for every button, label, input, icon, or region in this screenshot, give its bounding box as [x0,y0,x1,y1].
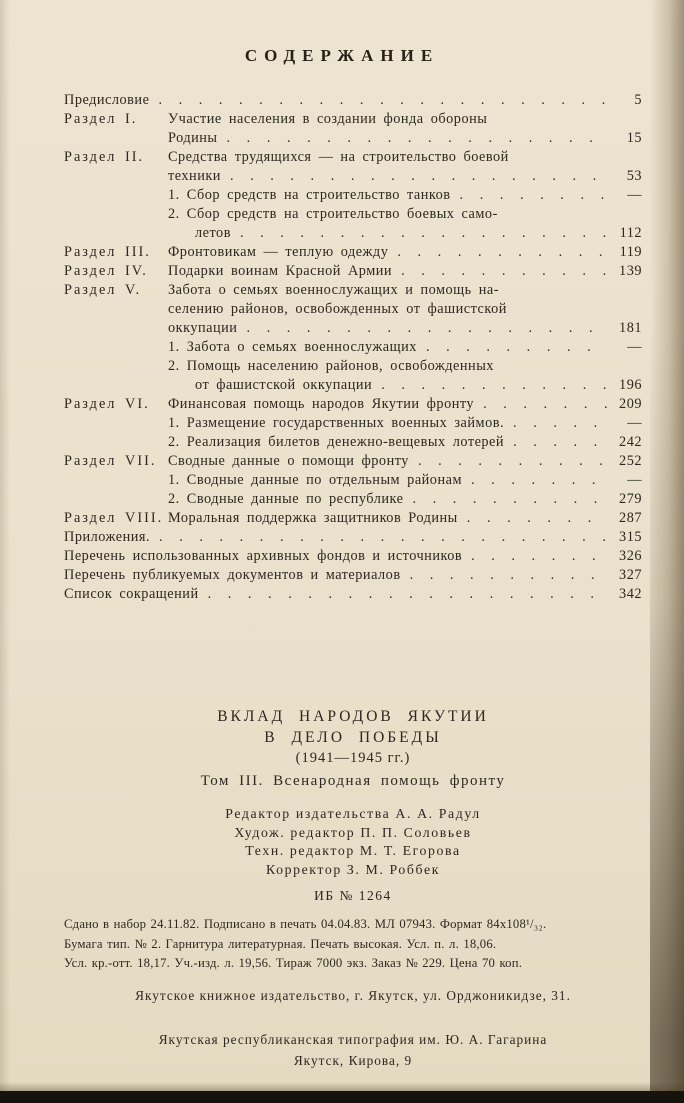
toc-entry [64,452,642,471]
toc-page-number: — [627,415,642,431]
toc-entry [64,243,642,262]
dot-leader [208,585,607,604]
toc-entry-body [64,91,642,110]
toc-text-line: Подарки воинам Красной Армии [168,263,393,279]
toc-page-number: 112 [619,225,642,241]
toc-entry-body [168,433,642,452]
toc-text-line: Участие населения в создании фонда обороны [168,111,488,127]
toc-entry [64,433,642,452]
toc-section-label: Раздел VII. [64,453,157,469]
book-title-years: (1941—1945 гг.) [295,750,411,766]
printer-name: Якутская республиканская типография им. Ю. А. Гагарина [158,1031,548,1047]
toc-entry-body [168,338,642,357]
toc-entry-body [168,148,642,186]
toc-text-line: 2. Реализация билетов денежно-вещевых лотерей [168,434,505,450]
editorial-staff [64,805,642,879]
toc-text-line: Моральная поддержка защитников Родины [168,510,458,526]
toc-page-number: 181 [619,320,642,336]
scan-bottom-edge [0,1091,684,1103]
toc-last-line [168,243,642,262]
toc-entry [64,148,642,186]
toc-last-line [168,167,642,186]
book-title-line-1: ВКЛАД НАРОДОВ ЯКУТИИ [217,708,489,725]
toc-page-number: 196 [619,377,642,393]
toc-text-line: 1. Сбор средств на строительство танков [168,187,451,203]
toc-entry-body [168,490,642,509]
staff-tech-editor: Техн. редактор М. Т. Егорова [245,843,461,858]
toc-entry-body [168,110,642,148]
toc-entry [64,547,642,566]
toc-page-number: 327 [619,567,642,583]
toc-text-line: селению районов, освобожденных от фашистской [168,301,507,317]
toc-text-line: 2. Сводные данные по республике [168,491,404,507]
toc-section-label: Раздел I. [64,111,138,127]
dot-leader [158,91,607,110]
toc-page-number: 252 [619,453,642,469]
toc-last-line [168,338,642,357]
toc-entry-body [168,471,642,490]
imprint-line-3: Усл. кр.-отт. 18,17. Уч.-изд. л. 19,56. Тираж 7000 экз. Заказ № 229. Цена 70 коп. [64,956,523,970]
toc-text-line: Перечень использованных архивных фондов и источников [64,548,463,564]
toc-entry [64,357,642,395]
toc-text-line: техники [168,168,221,184]
dot-leader [401,262,607,281]
toc-page-number: 242 [619,434,642,450]
toc-text-line: Сводные данные о помощи фронту [168,453,409,469]
toc-entry [64,205,642,243]
dot-leader [412,490,607,509]
toc-section-label: Раздел VI. [64,396,150,412]
dot-leader [227,129,607,148]
toc-section-label: Раздел III. [64,244,151,260]
toc-text-line: 1. Размещение государственных военных займов. [168,415,505,431]
toc-text-line: 1. Забота о семьях военнослужащих [168,339,417,355]
toc-text-line: Средства трудящихся — на строительство боевой [168,149,509,165]
toc-page-number: 53 [626,168,642,184]
toc-last-line [168,376,642,395]
toc-last-line [168,186,642,205]
toc-entry-body [64,566,642,585]
dot-leader [460,186,607,205]
page-right-edge-shadow [650,0,684,1092]
toc-page-number: 139 [619,263,642,279]
toc-page-number: 315 [619,529,642,545]
toc-entry [64,566,642,585]
toc-entry-body [168,243,642,262]
printer-block [64,1029,642,1071]
toc-entry-body [168,186,642,205]
toc-entry-body [168,281,642,338]
publisher-line: Якутское книжное издательство, г. Якутск, ул. Орджоникидзе, 31. [135,987,571,1003]
dot-leader [467,509,607,528]
toc-last-line [64,528,642,547]
toc-page-number: — [627,472,642,488]
toc-section-label: Раздел VIII. [64,510,164,526]
toc-last-line [64,585,642,604]
toc-entry [64,338,642,357]
toc-text-line: Фронтовикам — теплую одежду [168,244,389,260]
toc-text-line: Перечень публикуемых документов и материалов [64,567,401,583]
book-title-line-2: В ДЕЛО ПОБЕДЫ [264,729,442,746]
toc-page-number: 209 [619,396,642,412]
page-title: СОДЕРЖАНИЕ [244,46,440,65]
toc-entry [64,281,642,338]
dot-leader [410,566,607,585]
toc-entry-body [168,452,642,471]
toc-text-line: Забота о семьях военнослужащих и помощь на- [168,282,500,298]
toc-text-line: 2. Помощь населению районов, освобожденных [168,358,494,374]
toc-text-line: летов [195,225,231,241]
toc-page-number: — [627,187,642,203]
staff-editor: Редактор издательства А. А. Радул [225,806,481,821]
dot-leader [240,224,607,243]
toc-entry-body [168,205,642,243]
dot-leader [246,319,607,338]
toc-text-line: Родины [168,130,218,146]
toc-last-line [168,452,642,471]
staff-art-editor: Худож. редактор П. П. Соловьев [234,824,472,840]
dot-leader [230,167,607,186]
toc-text-line: 2. Сбор средств на строительство боевых само- [168,206,498,222]
toc-page-number: 279 [619,491,642,507]
toc-entry-body [64,547,642,566]
toc-entry [64,490,642,509]
toc-last-line [168,433,642,452]
toc-last-line [168,471,642,490]
toc-entry-body [168,395,642,414]
toc-entry-body [64,585,642,604]
toc-page-number: 287 [619,510,642,526]
toc-last-line [168,395,642,414]
dot-leader [471,471,607,490]
toc-entry-body [168,509,642,528]
imprint-block [64,915,642,974]
toc-page-number: 326 [619,548,642,564]
toc-text-line: Приложения. [64,529,151,545]
toc-entry [64,186,642,205]
toc-last-line [168,509,642,528]
toc-entry-body [168,414,642,433]
toc-section-label: Раздел IV. [64,263,148,279]
toc-text-line: 1. Сводные данные по отдельным районам [168,472,463,488]
toc-entry [64,110,642,148]
toc-last-line [64,566,642,585]
ib-number: ИБ № 1264 [314,888,392,903]
toc-page-number: — [627,339,642,355]
toc-last-line [168,319,642,338]
toc-entry-body [64,528,642,547]
toc-text-line: оккупации [168,320,238,336]
toc-entry [64,91,642,110]
colophon [64,706,642,1071]
book-volume-line: Том III. Всенародная помощь фронту [200,773,506,789]
toc-text-line: от фашистской оккупации [195,377,373,393]
toc-last-line [168,414,642,433]
dot-leader [483,395,607,414]
toc-entry [64,509,642,528]
imprint-line-1: Сдано в набор 24.11.82. Подписано в печать 04.04.83. МЛ 07943. Формат 84х108¹/₃₂. [64,917,547,931]
toc-section-label: Раздел II. [64,149,145,165]
toc-last-line [64,91,642,110]
printer-address: Якутск, Кирова, 9 [293,1052,413,1068]
toc-entry [64,414,642,433]
toc-last-line [168,490,642,509]
toc-entry [64,471,642,490]
toc-section-label: Раздел V. [64,282,142,298]
toc-text-line: Финансовая помощь народов Якутии фронту [168,396,475,412]
dot-leader [513,414,607,433]
toc-entry-body [168,357,642,395]
toc-page-number: 5 [634,92,642,108]
page-left-edge-shadow [0,0,10,1092]
dot-leader [418,452,607,471]
imprint-line-2: Бумага тип. № 2. Гарнитура литературная. Печать высокая. Усл. п. л. 18,06. [64,936,497,951]
dot-leader [471,547,607,566]
toc-page-number: 119 [619,244,642,260]
dot-leader [159,528,607,547]
toc-page-number: 342 [619,586,642,602]
toc-text-line: Список сокращений [64,586,199,602]
toc-entry [64,585,642,604]
dot-leader [397,243,607,262]
dot-leader [426,338,607,357]
toc-last-line [168,129,642,148]
dot-leader [381,376,607,395]
toc-entry [64,395,642,414]
toc-entry [64,528,642,547]
toc-last-line [168,224,642,243]
dot-leader [513,433,607,452]
toc-page-number: 15 [626,130,642,146]
toc-last-line [64,547,642,566]
toc-entry-body [168,262,642,281]
toc-entry [64,262,642,281]
toc-list [64,91,642,604]
staff-proofreader: Корректор З. М. Роббек [265,861,441,877]
toc-last-line [168,262,642,281]
toc-text-line: Предисловие [64,92,150,108]
